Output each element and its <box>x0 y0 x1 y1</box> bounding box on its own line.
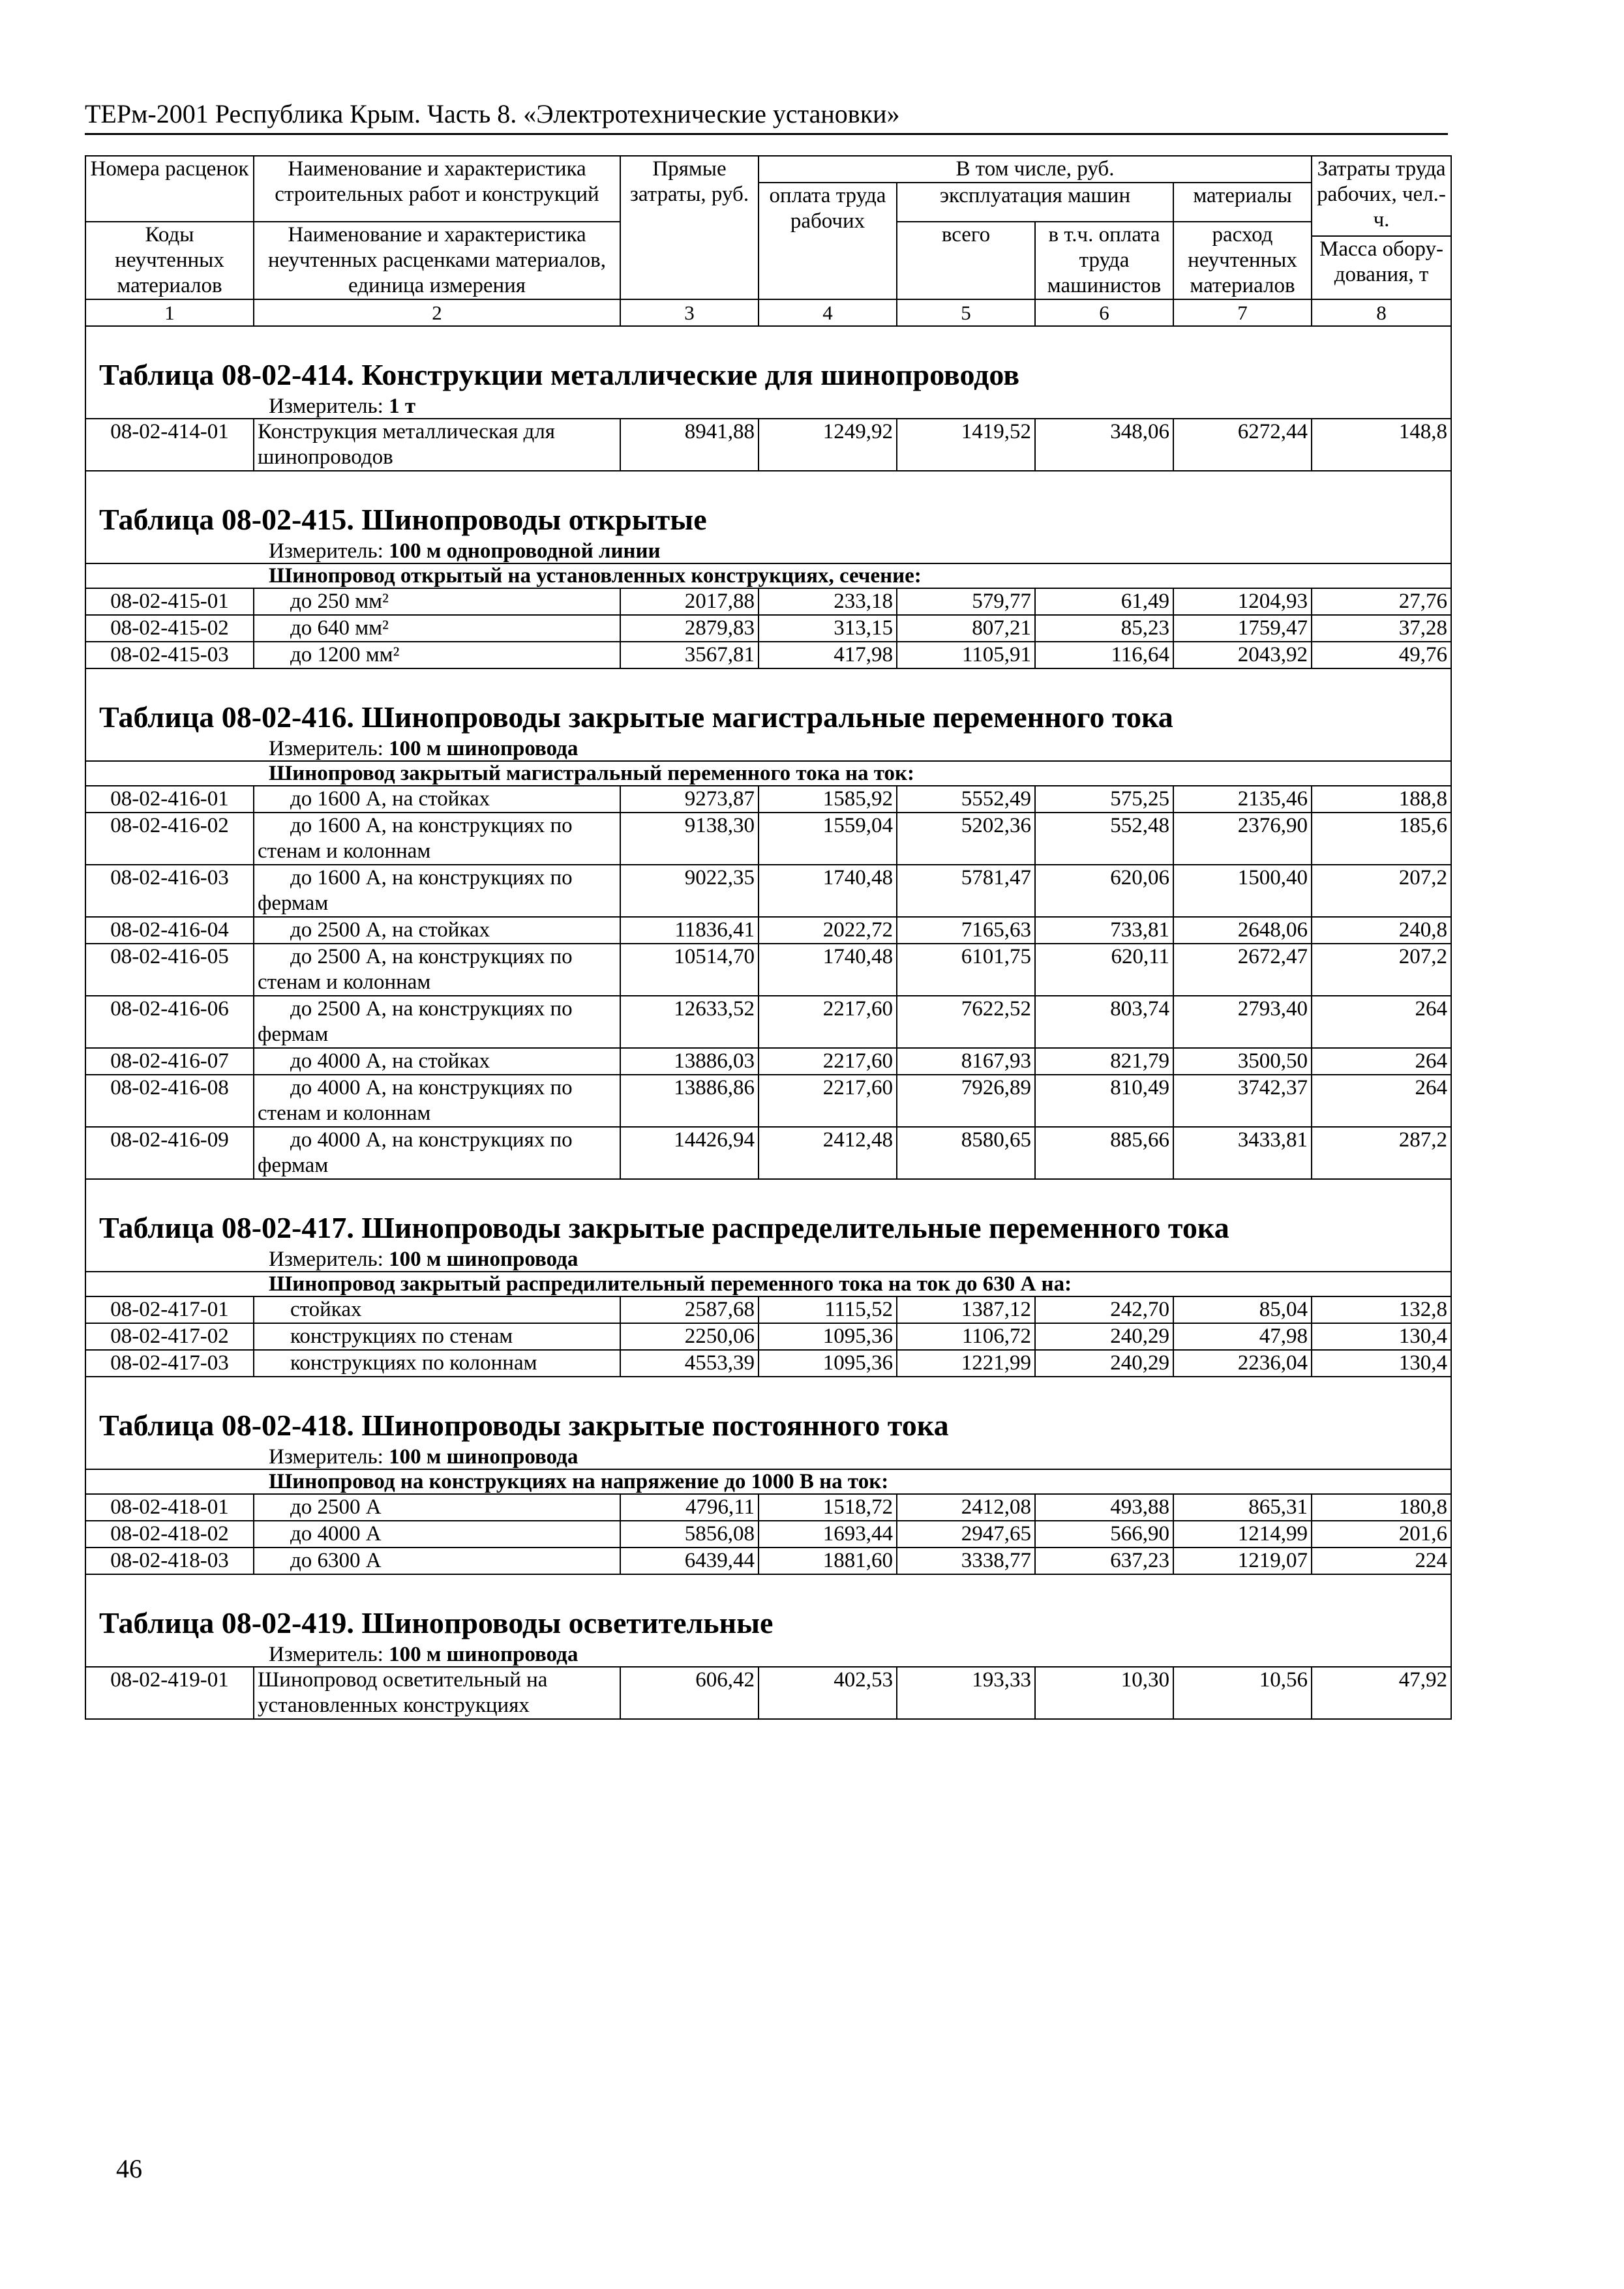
rate-mach-wage: 242,70 <box>1035 1296 1173 1323</box>
rate-mat: 3500,50 <box>1173 1048 1312 1075</box>
rate-code: 08-02-416-09 <box>85 1127 254 1179</box>
rate-direct: 12633,52 <box>620 996 759 1048</box>
rate-name-continuation: стенам и колоннам <box>258 1101 431 1125</box>
rate-row <box>85 1494 1451 1521</box>
rate-code: 08-02-414-01 <box>85 419 254 471</box>
rate-mach: 1221,99 <box>897 1350 1035 1377</box>
rate-name <box>254 1048 620 1075</box>
column-number: 5 <box>897 299 1035 326</box>
rate-row <box>85 1521 1451 1548</box>
rate-code: 08-02-416-03 <box>85 865 254 917</box>
rate-mach-wage: 348,06 <box>1035 419 1173 471</box>
rate-name-line: до 250 мм² <box>290 589 389 613</box>
rate-labor: 27,76 <box>1312 588 1451 615</box>
rate-mach: 2412,08 <box>897 1494 1035 1521</box>
rate-row <box>85 1548 1451 1574</box>
rate-mach: 5552,49 <box>897 786 1035 813</box>
rate-mach: 807,21 <box>897 615 1035 642</box>
rate-wage: 2412,48 <box>759 1127 897 1179</box>
rate-mach-wage: 493,88 <box>1035 1494 1173 1521</box>
column-number: 6 <box>1035 299 1173 326</box>
rate-name-line: стойках <box>290 1297 362 1321</box>
rate-row <box>85 1296 1451 1323</box>
rate-name <box>254 615 620 642</box>
rates-table <box>85 155 1452 1720</box>
page-number: 46 <box>116 2154 142 2183</box>
rate-direct: 9273,87 <box>620 786 759 813</box>
section-gap <box>85 471 1451 500</box>
column-number: 7 <box>1173 299 1312 326</box>
group-row <box>85 761 1451 786</box>
header-materials: материалы <box>1173 183 1312 222</box>
section-spacer <box>85 471 1451 500</box>
header-col7: расход неучтенных материалов <box>1173 222 1312 299</box>
rate-direct: 8941,88 <box>620 419 759 471</box>
rate-labor: 287,2 <box>1312 1127 1451 1179</box>
rate-mach: 8167,93 <box>897 1048 1035 1075</box>
rate-wage: 1585,92 <box>759 786 897 813</box>
rate-name <box>254 813 620 865</box>
rate-name-line: до 4000 А, на конструкциях по <box>290 1128 573 1152</box>
rate-name <box>254 1323 620 1350</box>
rate-mach-wage: 575,25 <box>1035 786 1173 813</box>
header-machines: эксплуатация машин <box>897 183 1173 222</box>
rate-mach-wage: 240,29 <box>1035 1323 1173 1350</box>
group-heading: Шинопровод на конструкциях на напряжение до 1000 В на ток: <box>85 1469 1451 1494</box>
section-title: Таблица 08-02-419. Шинопроводы осветительные <box>85 1604 1451 1643</box>
rate-row <box>85 996 1451 1048</box>
rate-labor: 37,28 <box>1312 615 1451 642</box>
rate-mat: 1204,93 <box>1173 588 1312 615</box>
rate-wage: 402,53 <box>759 1667 897 1719</box>
rate-name <box>254 1350 620 1377</box>
rate-direct: 3567,81 <box>620 642 759 668</box>
rate-mat: 2672,47 <box>1173 944 1312 996</box>
rate-mach-wage: 10,30 <box>1035 1667 1173 1719</box>
unit-row <box>85 737 1451 761</box>
group-row <box>85 563 1451 588</box>
rate-name <box>254 1494 620 1521</box>
rate-direct: 14426,94 <box>620 1127 759 1179</box>
rate-labor: 240,8 <box>1312 917 1451 944</box>
rate-labor: 185,6 <box>1312 813 1451 865</box>
rate-code: 08-02-415-03 <box>85 642 254 668</box>
rate-mach: 1387,12 <box>897 1296 1035 1323</box>
unit-cell <box>85 1445 1451 1469</box>
rate-name-line: до 1600 А, на стойках <box>290 786 490 811</box>
section-spacer <box>85 1179 1451 1208</box>
unit-label: Измеритель: <box>269 539 383 563</box>
rate-direct: 9022,35 <box>620 865 759 917</box>
section-title-row <box>85 1604 1451 1643</box>
rate-code: 08-02-418-01 <box>85 1494 254 1521</box>
rate-mat: 2793,40 <box>1173 996 1312 1048</box>
rate-name-continuation: стенам и колоннам <box>258 839 431 863</box>
rate-direct: 10514,70 <box>620 944 759 996</box>
header-col5: всего <box>897 222 1035 299</box>
rate-mach-wage: 803,74 <box>1035 996 1173 1048</box>
rate-direct: 2017,88 <box>620 588 759 615</box>
rate-name-line: до 2500 А, на конструкциях по <box>290 944 573 968</box>
rate-direct: 13886,03 <box>620 1048 759 1075</box>
rate-wage: 1559,04 <box>759 813 897 865</box>
rate-name-line: Шинопровод осветительный на установленных конструкциях <box>258 1668 548 1717</box>
rate-name <box>254 1075 620 1127</box>
rate-labor: 49,76 <box>1312 642 1451 668</box>
rate-code: 08-02-419-01 <box>85 1667 254 1719</box>
rate-code: 08-02-416-02 <box>85 813 254 865</box>
section-title: Таблица 08-02-418. Шинопроводы закрытые постоянного тока <box>85 1406 1451 1445</box>
rate-mach: 6101,75 <box>897 944 1035 996</box>
rate-wage: 313,15 <box>759 615 897 642</box>
group-heading: Шинопровод закрытый магистральный переменного тока на ток: <box>85 761 1451 786</box>
rate-mat: 47,98 <box>1173 1323 1312 1350</box>
rate-wage: 1740,48 <box>759 944 897 996</box>
rate-name <box>254 1296 620 1323</box>
section-title: Таблица 08-02-415. Шинопроводы открытые <box>85 500 1451 539</box>
rate-row <box>85 615 1451 642</box>
rate-labor: 188,8 <box>1312 786 1451 813</box>
unit-row <box>85 1445 1451 1469</box>
unit-label: Измеритель: <box>269 394 383 418</box>
unit-row <box>85 1643 1451 1667</box>
rate-row <box>85 917 1451 944</box>
rate-wage: 1115,52 <box>759 1296 897 1323</box>
header-row-1 <box>85 156 1451 183</box>
column-number: 4 <box>759 299 897 326</box>
rate-code: 08-02-417-03 <box>85 1350 254 1377</box>
rate-mach: 7926,89 <box>897 1075 1035 1127</box>
rate-mach-wage: 885,66 <box>1035 1127 1173 1179</box>
unit-value: 1 т <box>389 394 416 418</box>
rate-mat: 1759,47 <box>1173 615 1312 642</box>
rate-wage: 2217,60 <box>759 996 897 1048</box>
rate-mat: 2376,90 <box>1173 813 1312 865</box>
section-spacer <box>85 1574 1451 1604</box>
header-col2-top: Наименование и характеристика строительных работ и конструкций <box>254 156 620 222</box>
rate-code: 08-02-418-03 <box>85 1548 254 1574</box>
rate-labor: 201,6 <box>1312 1521 1451 1548</box>
rate-name <box>254 786 620 813</box>
rate-code: 08-02-416-07 <box>85 1048 254 1075</box>
rate-name-line: конструкциях по стенам <box>290 1324 513 1348</box>
section-spacer <box>85 1377 1451 1406</box>
column-number: 2 <box>254 299 620 326</box>
rate-mat: 3433,81 <box>1173 1127 1312 1179</box>
rate-name-line: до 4000 А <box>290 1521 382 1546</box>
section-title: Таблица 08-02-414. Конструкции металлические для шинопроводов <box>85 355 1451 395</box>
rate-labor: 224 <box>1312 1548 1451 1574</box>
rate-name-line: до 6300 А <box>290 1548 382 1572</box>
rate-row <box>85 786 1451 813</box>
rate-wage: 417,98 <box>759 642 897 668</box>
section-gap <box>85 326 1451 355</box>
header-including: В том числе, руб. <box>759 156 1312 183</box>
rate-name-line: до 1600 А, на конструкциях по <box>290 813 573 837</box>
rate-labor: 207,2 <box>1312 865 1451 917</box>
rate-direct: 2250,06 <box>620 1323 759 1350</box>
rate-code: 08-02-415-01 <box>85 588 254 615</box>
rate-name <box>254 996 620 1048</box>
rate-code: 08-02-416-08 <box>85 1075 254 1127</box>
section-title-row <box>85 1208 1451 1248</box>
rate-wage: 1693,44 <box>759 1521 897 1548</box>
rate-labor: 264 <box>1312 996 1451 1048</box>
rate-mach-wage: 116,64 <box>1035 642 1173 668</box>
rate-mach: 1106,72 <box>897 1323 1035 1350</box>
rate-wage: 1249,92 <box>759 419 897 471</box>
group-heading: Шинопровод открытый на установленных конструкциях, сечение: <box>85 563 1451 588</box>
rate-row <box>85 1323 1451 1350</box>
rate-mat: 10,56 <box>1173 1667 1312 1719</box>
section-gap <box>85 1377 1451 1406</box>
rate-mat: 1214,99 <box>1173 1521 1312 1548</box>
rate-mat: 2043,92 <box>1173 642 1312 668</box>
unit-cell <box>85 395 1451 419</box>
rate-mach-wage: 620,11 <box>1035 944 1173 996</box>
rate-code: 08-02-417-01 <box>85 1296 254 1323</box>
rate-mach: 3338,77 <box>897 1548 1035 1574</box>
rate-name <box>254 1127 620 1179</box>
rate-labor: 180,8 <box>1312 1494 1451 1521</box>
rate-wage: 1518,72 <box>759 1494 897 1521</box>
column-numbers-row <box>85 299 1451 326</box>
header-col4: оплата труда рабочих <box>759 183 897 299</box>
rate-name-line: до 2500 А, на конструкциях по <box>290 996 573 1021</box>
header-col3: Прямые затраты, руб. <box>620 156 759 299</box>
rate-name-line: до 1600 А, на конструкциях по <box>290 865 573 890</box>
rate-labor: 264 <box>1312 1048 1451 1075</box>
rate-labor: 132,8 <box>1312 1296 1451 1323</box>
rate-row <box>85 588 1451 615</box>
rate-mach: 5202,36 <box>897 813 1035 865</box>
rate-row <box>85 1350 1451 1377</box>
rate-labor: 207,2 <box>1312 944 1451 996</box>
section-title-row <box>85 1406 1451 1445</box>
unit-cell <box>85 737 1451 761</box>
header-col1-bottom: Коды неучтенных материалов <box>85 222 254 299</box>
rate-mach: 1419,52 <box>897 419 1035 471</box>
rate-name <box>254 588 620 615</box>
unit-cell <box>85 1248 1451 1272</box>
rate-labor: 47,92 <box>1312 1667 1451 1719</box>
section-title: Таблица 08-02-417. Шинопроводы закрытые распределительные переменного тока <box>85 1208 1451 1248</box>
rate-row <box>85 1075 1451 1127</box>
section-title-row <box>85 355 1451 395</box>
rate-mat: 2236,04 <box>1173 1350 1312 1377</box>
rate-name <box>254 642 620 668</box>
rate-wage: 2022,72 <box>759 917 897 944</box>
rate-mach: 8580,65 <box>897 1127 1035 1179</box>
rate-code: 08-02-416-06 <box>85 996 254 1048</box>
rate-mat: 2648,06 <box>1173 917 1312 944</box>
rate-labor: 130,4 <box>1312 1323 1451 1350</box>
rate-name-continuation: фермам <box>258 891 329 915</box>
group-row <box>85 1272 1451 1296</box>
rate-code: 08-02-415-02 <box>85 615 254 642</box>
rate-row <box>85 642 1451 668</box>
rate-mach-wage: 85,23 <box>1035 615 1173 642</box>
rate-mach: 1105,91 <box>897 642 1035 668</box>
unit-value: 100 м однопроводной линии <box>389 539 661 563</box>
rate-mach-wage: 810,49 <box>1035 1075 1173 1127</box>
rate-mat: 3742,37 <box>1173 1075 1312 1127</box>
rate-labor: 264 <box>1312 1075 1451 1127</box>
rate-mat: 85,04 <box>1173 1296 1312 1323</box>
header-col8-top: Затраты труда рабочих, чел.-ч. <box>1312 156 1451 236</box>
rate-wage: 2217,60 <box>759 1048 897 1075</box>
rate-name-line: до 2500 А, на стойках <box>290 918 490 942</box>
rate-direct: 5856,08 <box>620 1521 759 1548</box>
column-number: 3 <box>620 299 759 326</box>
unit-cell <box>85 539 1451 563</box>
rate-mach-wage: 733,81 <box>1035 917 1173 944</box>
rate-code: 08-02-416-05 <box>85 944 254 996</box>
rate-name-line: до 1200 мм² <box>290 642 400 666</box>
rate-row <box>85 1127 1451 1179</box>
rate-row <box>85 865 1451 917</box>
unit-value: 100 м шинопровода <box>389 1642 579 1666</box>
header-col6: в т.ч. оплата труда машинистов <box>1035 222 1173 299</box>
rate-mach: 7165,63 <box>897 917 1035 944</box>
unit-label: Измеритель: <box>269 1642 383 1666</box>
rate-mach: 5781,47 <box>897 865 1035 917</box>
unit-value: 100 м шинопровода <box>389 1247 579 1271</box>
rate-direct: 2587,68 <box>620 1296 759 1323</box>
rate-direct: 13886,86 <box>620 1075 759 1127</box>
section-title-row <box>85 500 1451 539</box>
unit-cell <box>85 1643 1451 1667</box>
section-spacer <box>85 326 1451 355</box>
section-title: Таблица 08-02-416. Шинопроводы закрытые магистральные переменного тока <box>85 698 1451 737</box>
rate-direct: 4796,11 <box>620 1494 759 1521</box>
rate-wage: 233,18 <box>759 588 897 615</box>
rate-mach: 7622,52 <box>897 996 1035 1048</box>
section-gap <box>85 668 1451 698</box>
rate-mach-wage: 552,48 <box>1035 813 1173 865</box>
rate-name-line: до 2500 А <box>290 1495 382 1519</box>
rate-mach-wage: 61,49 <box>1035 588 1173 615</box>
rate-name <box>254 865 620 917</box>
rate-name <box>254 419 620 471</box>
unit-label: Измеритель: <box>269 1247 383 1271</box>
rate-direct: 6439,44 <box>620 1548 759 1574</box>
section-gap <box>85 1574 1451 1604</box>
rate-mach-wage: 240,29 <box>1035 1350 1173 1377</box>
rate-row <box>85 1667 1451 1719</box>
rate-mach: 2947,65 <box>897 1521 1035 1548</box>
rate-mat: 865,31 <box>1173 1494 1312 1521</box>
rate-mach-wage: 637,23 <box>1035 1548 1173 1574</box>
unit-row <box>85 1248 1451 1272</box>
rate-name <box>254 1548 620 1574</box>
rate-row <box>85 1048 1451 1075</box>
rate-code: 08-02-416-04 <box>85 917 254 944</box>
rate-code: 08-02-416-01 <box>85 786 254 813</box>
rate-direct: 11836,41 <box>620 917 759 944</box>
rate-name-line: конструкциях по колоннам <box>290 1351 537 1375</box>
rate-name-continuation: стенам и колоннам <box>258 970 431 994</box>
rate-wage: 1740,48 <box>759 865 897 917</box>
rate-code: 08-02-418-02 <box>85 1521 254 1548</box>
rate-mach-wage: 821,79 <box>1035 1048 1173 1075</box>
section-gap <box>85 1179 1451 1208</box>
rate-direct: 9138,30 <box>620 813 759 865</box>
rate-wage: 1095,36 <box>759 1323 897 1350</box>
unit-label: Измеритель: <box>269 1444 383 1469</box>
rate-name-line: до 640 мм² <box>290 616 389 640</box>
rate-name <box>254 1667 620 1719</box>
header-col1-top: Номера расценок <box>85 156 254 222</box>
rate-mat: 1219,07 <box>1173 1548 1312 1574</box>
rate-name <box>254 917 620 944</box>
rate-mach: 579,77 <box>897 588 1035 615</box>
rate-name-continuation: фермам <box>258 1153 329 1177</box>
rate-labor: 130,4 <box>1312 1350 1451 1377</box>
rate-direct: 2879,83 <box>620 615 759 642</box>
group-heading: Шинопровод закрытый распредилительный переменного тока на ток до 630 А на: <box>85 1272 1451 1296</box>
rate-name-continuation: фермам <box>258 1022 329 1046</box>
rate-row <box>85 944 1451 996</box>
header-col8-bottom: Масса обору-дования, т <box>1312 236 1451 299</box>
rate-direct: 4553,39 <box>620 1350 759 1377</box>
rate-name-line: Конструкция металлическая для шинопроводов <box>258 419 555 469</box>
rate-name-line: до 4000 А, на конструкциях по <box>290 1075 573 1100</box>
rate-row <box>85 813 1451 865</box>
rate-mat: 6272,44 <box>1173 419 1312 471</box>
section-spacer <box>85 668 1451 698</box>
unit-label: Измеритель: <box>269 736 383 760</box>
rate-name <box>254 1521 620 1548</box>
rate-direct: 606,42 <box>620 1667 759 1719</box>
unit-row <box>85 539 1451 563</box>
rate-row <box>85 419 1451 471</box>
rate-name-line: до 4000 А, на стойках <box>290 1049 490 1073</box>
unit-value: 100 м шинопровода <box>389 1444 579 1469</box>
unit-row <box>85 395 1451 419</box>
column-number: 8 <box>1312 299 1451 326</box>
rate-mach-wage: 566,90 <box>1035 1521 1173 1548</box>
rate-mach: 193,33 <box>897 1667 1035 1719</box>
group-row <box>85 1469 1451 1494</box>
rate-wage: 2217,60 <box>759 1075 897 1127</box>
rate-mat: 1500,40 <box>1173 865 1312 917</box>
rate-mat: 2135,46 <box>1173 786 1312 813</box>
rate-name <box>254 944 620 996</box>
rate-code: 08-02-417-02 <box>85 1323 254 1350</box>
running-head: ТЕРм-2001 Республика Крым. Часть 8. «Электротехнические установки» <box>85 98 1448 135</box>
unit-value: 100 м шинопровода <box>389 736 579 760</box>
rate-wage: 1095,36 <box>759 1350 897 1377</box>
header-col2-bottom: Наименование и характеристика неучтенных расценками материалов, единица измерения <box>254 222 620 299</box>
rate-mach-wage: 620,06 <box>1035 865 1173 917</box>
section-title-row <box>85 698 1451 737</box>
rate-labor: 148,8 <box>1312 419 1451 471</box>
rate-wage: 1881,60 <box>759 1548 897 1574</box>
column-number: 1 <box>85 299 254 326</box>
